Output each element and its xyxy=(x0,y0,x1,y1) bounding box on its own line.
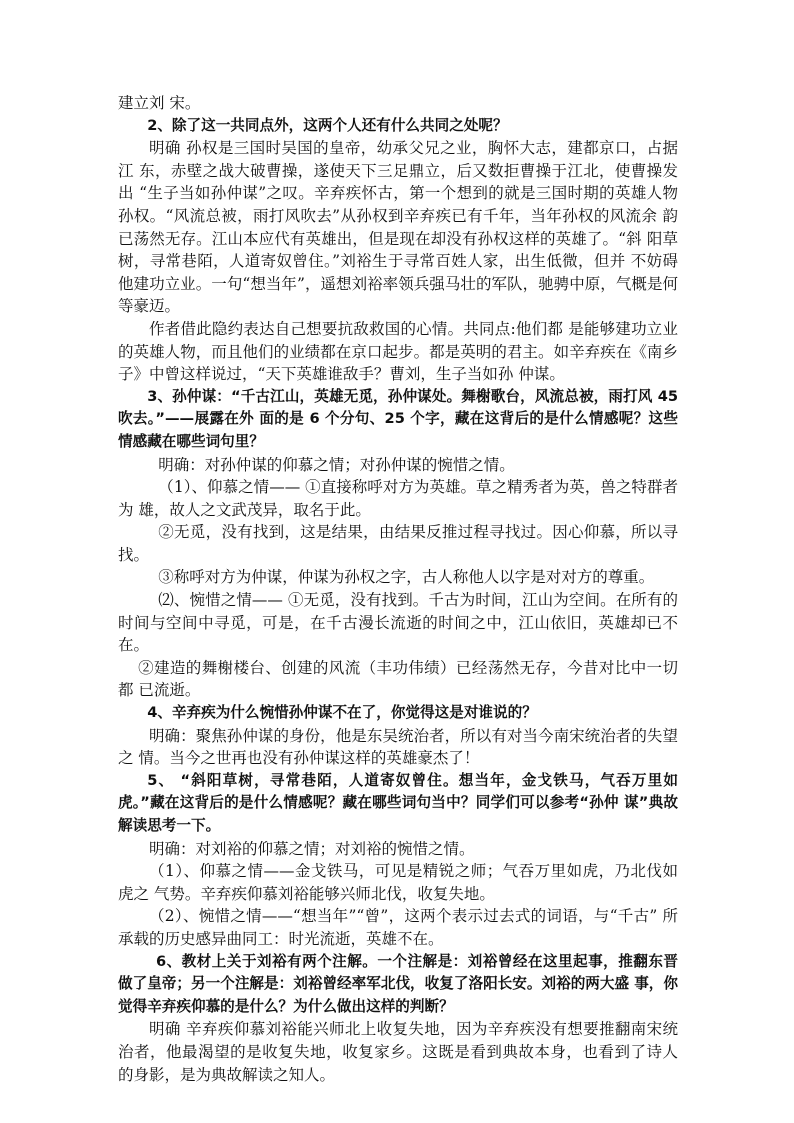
answer-5-regret: （2）、惋惜之情——“想当年”“曾”，这两个表示过去式的词语，与“千古” 所承载的历史感异曲同工：时光流逝，英雄不在。 xyxy=(118,907,678,948)
paragraph-0: 建立刘 宋。 xyxy=(118,94,201,112)
answer-3: 明确：对孙仲谋的仰慕之情；对孙仲谋的惋惜之情。 xyxy=(158,455,515,474)
answer-6: 明确 辛弃疾仰慕刘裕能兴师北上收复失地，因为辛弃疾没有想要推翻南宋统 治者，他最渴望的是收复失地，收复家乡。这既是看到典故本身，也看到了诗人 的身影，是为典故解读之知人。 xyxy=(118,1020,678,1084)
answer-3-regret-point-2: ②建造的舞榭楼台、创建的风流（丰功伟绩）已经荡然无存，今昔对比中一切都 已流逝。 xyxy=(118,658,678,700)
question-2: 2、除了这一共同点外，这两个人还有什么共同之处呢？ xyxy=(147,116,508,134)
paragraph-common-point: 作者借此隐约表达自己想要抗敌救国的心情。共同点:他们都 是能够建功立业的英雄人物，而且他们的业绩都在京口起步。都是英明的君主。如辛弃疾在《南乡子》中曾这样说过，“天下英雄谁敌手？曹刘，生子当如孙 仲谋。 xyxy=(118,319,678,384)
answer-4: 明确：聚焦孙仲谋的身份，他是东吴统治者，所以有对当今南宋统治者的失望之 情。当今之世再也没有孙仲谋这样的英雄豪杰了！ xyxy=(118,726,678,768)
answer-3-admiration: （1）、仰慕之情—— ①直接称呼对方为英雄。草之精秀者为英，兽之特群者为 雄，故人之文武茂异，取名于此。 xyxy=(118,478,678,519)
question-5: 5、 “斜阳草树，寻常巷陌，人道寄奴曾住。想当年，金戈铁马，气吞万里如 虎。”藏在这背后的是什么情感呢？藏在哪些词句当中？同学们可以参考“孙仲 谋”典故解读思考一下。 xyxy=(118,771,678,834)
question-4: 4、辛弃疾为什么惋惜孙仲谋不在了，你觉得这是对谁说的？ xyxy=(147,704,537,722)
document-page xyxy=(118,92,678,1086)
question-6: 6、教材上关于刘裕有两个注解。一个注解是：刘裕曾经在这里起事，推翻东晋 做了皇帝；另一个注解是：刘裕曾经率军北伐，收复了洛阳长安。刘裕的两大盛 事，你觉得辛弃疾仰慕的是什么？为什么做出这样的判断？ xyxy=(118,952,678,1015)
answer-5: 明确：对刘裕的仰慕之情；对刘裕的惋惜之情。 xyxy=(149,839,475,858)
answer-3-point-2: ②无觅，没有找到，这是结果，由结果反推过程寻找过。因心仰慕，所以寻找。 xyxy=(118,523,678,564)
answer-3-point-3: ③称呼对方为仲谋，仲谋为孙权之字，古人称他人以字是对对方的尊重。 xyxy=(158,568,655,587)
answer-2: 明确 孙权是三国时吴国的皇帝，幼承父兄之业，胸怀大志，建都京口，占据江 东，赤壁之战大破曹操，遂使天下三足鼎立，后又数拒曹操于江北，使曹操发出 “生子当如孙仲谋”之叹。辛弃疾怀古，第一个想到的就是三国时期的英雄人物 孙权。“风流总被，雨打风吹去”从孙权到辛弃疾已有千年，当年孙权的风流余 韵已荡然无存。江山本应代有英雄出，但是现在却没有孙权这样的英雄了。“斜 阳草树，寻常巷陌，人道寄奴曾住。”刘裕生于寻常百姓人家，出生低微，但并 不妨碍他建功立业。一句“想当年”，遥想刘裕率领兵强马壮的军队，驰骋中原，气概是何等豪迈。 xyxy=(118,139,678,316)
answer-5-admiration: （1）、仰慕之情——金戈铁马，可见是精锐之师；气吞万里如虎，乃北伐如虎之 气势。辛弃疾仰慕刘裕能够兴师北伐，收复失地。 xyxy=(118,862,678,903)
answer-3-regret: ⑵、惋惜之情—— ①无觅，没有找到。千古为时间，江山为空间。在所有的 时间与空间中寻觅，可是，在千古漫长流逝的时间之中，江山依旧，英雄却已不 在。 xyxy=(118,591,678,655)
question-3: 3、孙仲谋：“千古江山，英雄无觅，孙仲谋处。舞榭歌台，风流总被，雨打风 45 吹去。”——展露在外 面的是 6 个分句、25 个字，藏在这背后的是什么情感呢？这些情感藏在哪些词句里？ xyxy=(118,387,678,450)
